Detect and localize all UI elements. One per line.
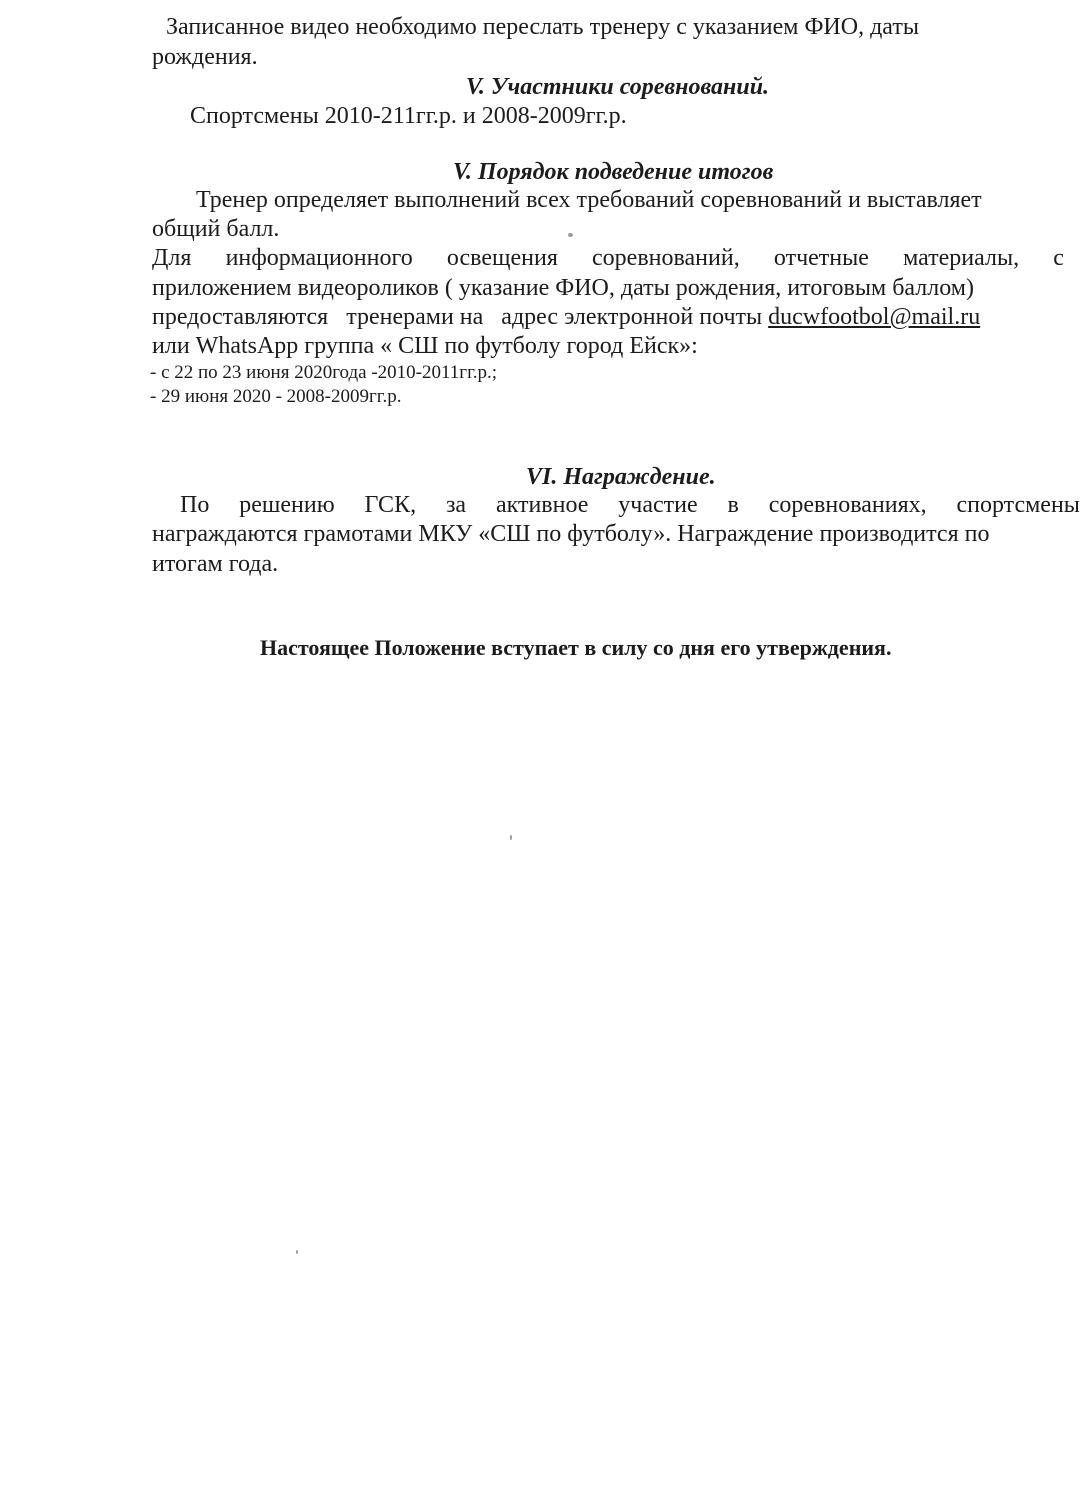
word: ГСК,: [364, 492, 417, 518]
word: в: [727, 492, 739, 518]
results-line-2: общий балл.: [152, 216, 280, 242]
results-line-5-text: предоставляются тренерами на адрес электронной почты: [152, 304, 769, 330]
results-line-1: Тренер определяет выполнений всех требований соревнований и выставляет: [196, 187, 982, 213]
results-date-1: - с 22 по 23 июня 2020года -2010-2011гг.р.;: [150, 362, 497, 383]
word: информационного: [225, 245, 413, 271]
word: с: [1053, 245, 1064, 271]
participants-text: Спортсмены 2010-211гг.р. и 2008-2009гг.р.: [190, 103, 627, 129]
awards-line-3: итогам года.: [152, 551, 279, 577]
results-line-4: приложением видеороликов ( указание ФИО, даты рождения, итоговым баллом): [152, 275, 974, 301]
intro-line-2: рождения.: [152, 44, 258, 70]
word: за: [445, 492, 467, 518]
word: освещения: [446, 245, 558, 271]
word: соревнованиях,: [768, 492, 927, 518]
scan-speck: [568, 233, 573, 237]
word: активное: [495, 492, 589, 518]
scan-speck: [510, 835, 512, 840]
final-statement: Настоящее Положение вступает в силу со дня его утверждения.: [260, 635, 892, 660]
word: соревнований,: [592, 245, 740, 271]
word: спортсмены: [956, 492, 1080, 518]
awards-line-2: награждаются грамотами МКУ «СШ по футболу». Награждение производится по: [152, 521, 990, 547]
email-link[interactable]: ducwfootbol@mail.ru: [768, 304, 981, 330]
scan-speck: [296, 1250, 298, 1254]
results-line-3: [152, 243, 1064, 273]
results-line-6: или WhatsApp группа « СШ по футболу город Ейск»:: [152, 333, 698, 359]
word: участие: [618, 492, 698, 518]
results-heading: V. Порядок подведение итогов: [453, 159, 774, 185]
awards-heading: VI. Награждение.: [526, 464, 716, 490]
results-line-5: [152, 302, 980, 332]
participants-heading: V. Участники соревнований.: [466, 74, 770, 100]
word: По: [180, 492, 210, 518]
intro-line-1: Записанное видео необходимо переслать тренеру с указанием ФИО, даты: [166, 14, 919, 40]
awards-line-1: [180, 490, 1080, 520]
word: отчетные: [773, 245, 869, 271]
word: Для: [152, 245, 192, 271]
word: материалы,: [903, 245, 1020, 271]
word: решению: [239, 492, 335, 518]
results-date-2: - 29 июня 2020 - 2008-2009гг.р.: [150, 386, 402, 407]
